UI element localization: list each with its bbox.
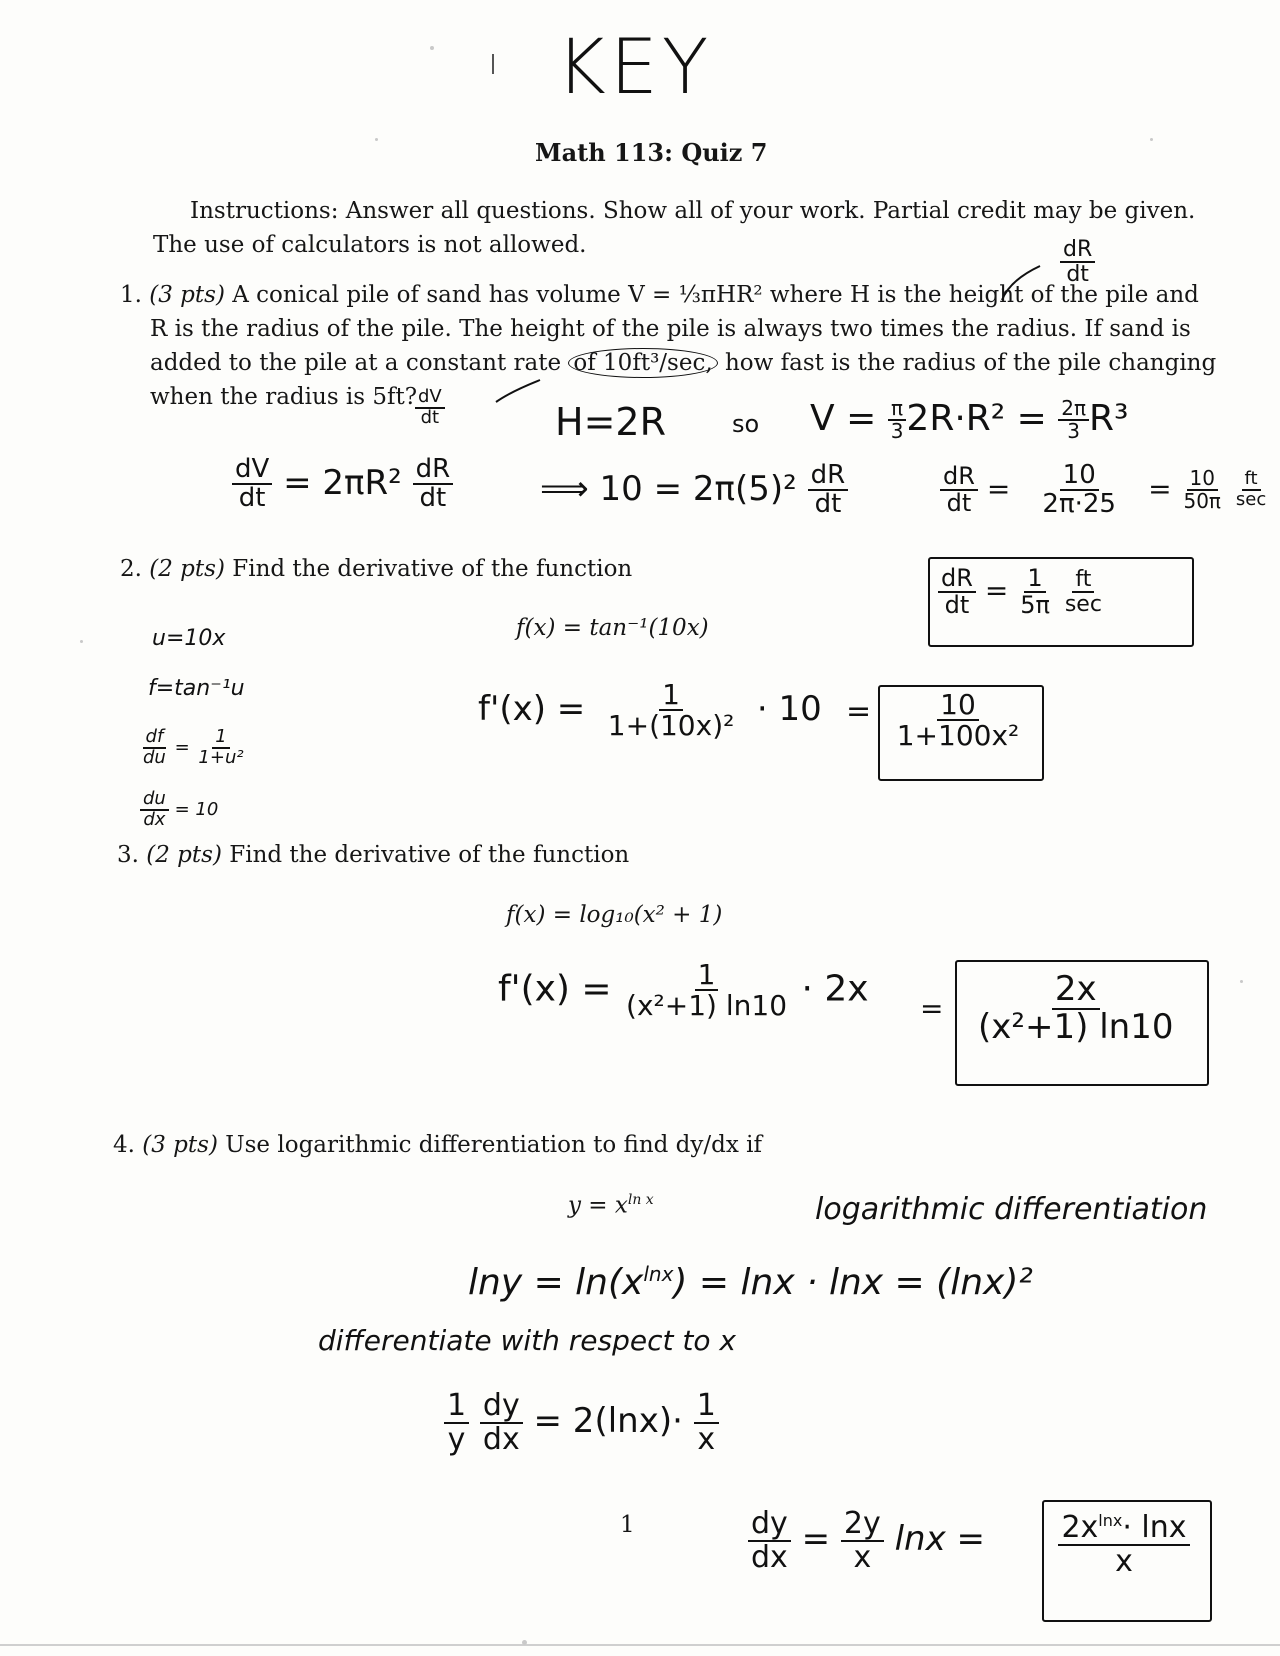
q2-work-derivative: f'(x) = $\frac{1}{\text{1+(10x)²}}$ · 10	[478, 678, 822, 743]
q3-points: (2 pts)	[146, 842, 222, 868]
scan-speck	[522, 1640, 527, 1645]
q2-formula: f(x) = tan⁻¹(10x)	[516, 615, 709, 641]
q4-work-logdiff-note: logarithmic differentiation	[815, 1192, 1208, 1227]
q3-answer: $\frac{2x}{\text{(x²+1) ln10}}$	[978, 969, 1174, 1047]
q4-work-differentiate: differentiate with respect to x	[318, 1324, 736, 1357]
page-title: Math 113: Quiz 7	[535, 138, 768, 167]
q4-work-line3: $\frac{dy}{dx}$ = $\frac{2y}{x}$ lnx =	[748, 1508, 985, 1573]
q4-answer: $\frac{2x^{lnx}\cdot \ln x}{x}$	[1050, 1512, 1198, 1577]
q1-line-3	[150, 350, 1216, 376]
q1-work-substitute: ⟹ 10 = 2π(5)² $\frac{dR}{dt}$	[540, 462, 848, 519]
q3-formula: f(x) = log₁₀(x² + 1)	[506, 902, 723, 928]
key-heading: KEY	[556, 22, 713, 111]
scan-speck	[80, 640, 83, 643]
q1-work-so: so	[732, 410, 760, 438]
scan-speck	[1240, 980, 1243, 983]
instructions-line-1: Instructions: Answer all questions. Show all of your work. Partial credit may be given.	[190, 198, 1196, 224]
q4-points: (3 pts)	[142, 1132, 218, 1158]
q1-note-dvdt: $\frac{dV}{dt}$	[415, 388, 445, 428]
q1-work-dvdt: $\frac{dV}{dt}$ = 2πR² $\frac{dR}{dt}$	[232, 456, 453, 513]
q4-text: Use logarithmic differentiation to find dy/dx if	[225, 1132, 763, 1158]
q4-number: 4.	[113, 1132, 135, 1158]
q3-number: 3.	[117, 842, 139, 868]
q1-number: 1.	[120, 282, 142, 308]
q1-work-solve: $\frac{dR}{dt}$ = $\frac{10}{2\pi\cdot 25}$ = $\frac{10}{50\pi}$ $\frac{ft}{\sec}$	[940, 462, 1269, 519]
q1-text-3b: how fast is the radius of the pile changing	[717, 350, 1217, 376]
q2-work-u: u=10x	[152, 626, 226, 651]
q1-work-h2r: H=2R	[555, 400, 666, 444]
instructions-line-2: The use of calculators is not allowed.	[153, 232, 587, 258]
q1-answer: $\frac{dR}{dt}$ = $\frac{1}{5\pi}$ $\frac{ft}{\sec}$	[938, 566, 1105, 618]
q1-line-4: when the radius is 5ft?	[150, 384, 418, 410]
q1-points: (3 pts)	[149, 282, 225, 308]
scan-speck	[375, 138, 378, 141]
scan-speck	[1150, 138, 1153, 141]
scan-speck	[430, 46, 434, 50]
q2-work-eq: =	[846, 694, 872, 729]
q1-work-volume: V = $\frac{\pi}{3}$ 2R·R² = $\frac{2\pi}{3}$ R³	[810, 396, 1129, 443]
q1-text-1: A conical pile of sand has volume V = ⅓πHR² where H is the height of the pile and	[232, 282, 1199, 308]
q2-line	[120, 556, 632, 582]
q3-work-eq: =	[920, 992, 944, 1025]
q4-formula: $y = x^{ln x}$	[568, 1192, 654, 1219]
q2-work-dudx: $\frac{du}{dx}$ = 10	[140, 790, 218, 830]
q1-line-1	[120, 282, 1199, 308]
q2-points: (2 pts)	[149, 556, 225, 582]
q1-line-2: R is the radius of the pile. The height of the pile is always two times the radius. If sand is	[150, 316, 1191, 342]
q2-work-dfdu: $\frac{df}{du}$ = $\frac{1}{\text{1+u²}}$	[143, 726, 244, 768]
q2-answer: $\frac{10}{\text{1+100x²}}$	[896, 688, 1020, 753]
scan-mark-top	[492, 54, 494, 74]
q2-number: 2.	[120, 556, 142, 582]
q1-rate-circled: of 10ft³/sec,	[568, 348, 717, 378]
q4-work-line1: $\ln y = \ln(x^{lnx}) = \ln x \cdot \ln x = (\ln x)^2$	[468, 1262, 1033, 1303]
q2-text: Find the derivative of the function	[232, 556, 633, 582]
q3-text: Find the derivative of the function	[229, 842, 630, 868]
q1-text-3a: added to the pile at a constant rate	[150, 350, 569, 376]
q1-note-drdt: $\frac{dR}{dt}$	[1060, 238, 1095, 286]
q3-line	[117, 842, 629, 868]
q3-work-derivative: f'(x) = $\frac{1}{\text{(x²+1) ln10}}$ · 2x	[498, 958, 869, 1023]
scan-edge-line	[0, 1644, 1280, 1646]
q4-line	[113, 1132, 762, 1158]
q2-work-f: f=tan⁻¹u	[148, 676, 245, 701]
q4-work-line2: $\frac{1}{y}$ $\frac{dy}{dx}$ = 2(lnx)· $\frac{1}{x}$	[444, 1390, 719, 1455]
page-number: 1	[620, 1512, 635, 1538]
